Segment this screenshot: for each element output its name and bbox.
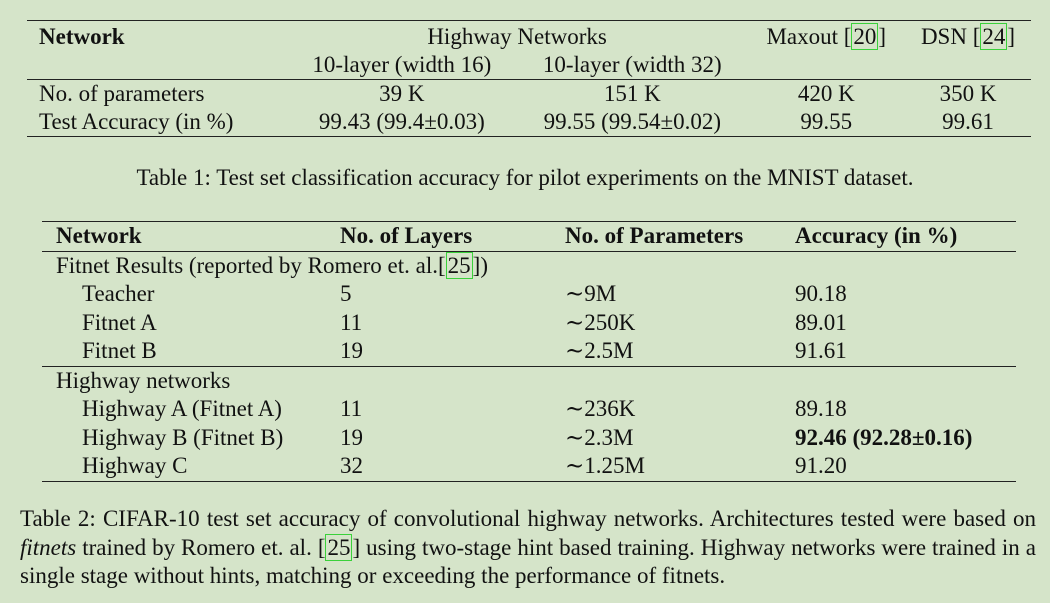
row-accuracy: 90.18: [795, 281, 847, 306]
caption-text-b: trained by Romero et. al.: [76, 534, 318, 560]
cell-value: 39 K: [287, 80, 517, 109]
header-no-of-parameters: No. of Parameters: [551, 222, 781, 252]
row-label: Test Accuracy (in %): [27, 108, 287, 137]
cell-value: 420 K: [748, 80, 905, 109]
cell-value: 350 K: [905, 80, 1031, 109]
header-network: Network: [42, 222, 326, 252]
header-empty: [27, 51, 287, 80]
row-network: Fitnet B: [82, 338, 157, 363]
row-layers: 19: [340, 338, 363, 363]
caption-text-a: Table 2: CIFAR-10 test set accuracy of convolutional highway networks. Architectures tested were based on: [20, 506, 1036, 531]
header-accuracy: Accuracy (in %): [781, 222, 1016, 252]
subheader-10-layer-width-16: 10-layer (width 16): [312, 52, 492, 77]
table-row: [27, 108, 1031, 137]
group-label-fitnet: Fitnet Results (reported by Romero et. al.[25]): [56, 252, 488, 278]
table-2-cifar10: [42, 221, 1016, 482]
group-label-fitnet-close: ): [480, 252, 488, 278]
table-row: [42, 337, 1016, 366]
table-row: [27, 80, 1031, 109]
subheader-empty-maxout: [748, 51, 905, 80]
row-label: No. of parameters: [27, 80, 287, 109]
row-params: ∼2.5M: [565, 338, 634, 363]
row-accuracy: 91.20: [781, 452, 1016, 481]
row-layers: 32: [326, 452, 551, 481]
group-label-highway: Highway networks: [42, 366, 1016, 395]
caption-emphasis-fitnets: fitnets: [20, 534, 77, 560]
citation-link-25[interactable]: 25: [327, 534, 351, 560]
cell-value: 99.61: [905, 108, 1031, 137]
row-network: Fitnet A: [82, 309, 157, 335]
table-row: [42, 309, 1016, 338]
cell-value: 99.55: [748, 108, 905, 137]
subheader-empty-dsn: [905, 51, 1031, 80]
row-accuracy: 89.01: [795, 309, 847, 335]
header-network: Network: [27, 21, 287, 52]
cell-value: 99.43 (99.4±0.03): [287, 108, 517, 137]
row-layers: 11: [340, 396, 363, 421]
row-accuracy: 89.18: [795, 396, 847, 421]
citation-link-24[interactable]: 24: [982, 24, 1006, 49]
row-network: Teacher: [82, 281, 155, 306]
row-params: ∼250K: [565, 309, 636, 335]
table-1-mnist: [27, 20, 1031, 137]
row-layers: 5: [340, 281, 352, 306]
header-maxout-label: Maxout: [766, 24, 844, 49]
table-row: [42, 280, 1016, 309]
header-maxout: Maxout [20]: [748, 21, 905, 52]
row-layers: 19: [340, 424, 363, 450]
table-1-caption: Table 1: Test set classification accuracy for pilot experiments on the MNIST dataset.: [136, 165, 914, 190]
table-row: [42, 424, 1016, 453]
row-accuracy: 91.61: [795, 338, 847, 363]
row-params: ∼1.25M: [551, 452, 781, 481]
header-highway-networks: Highway Networks: [287, 21, 748, 52]
cell-value: 99.55 (99.54±0.02): [517, 108, 747, 137]
row-accuracy-best: 92.46 (92.28±0.16): [795, 424, 973, 450]
row-params: ∼2.3M: [565, 424, 634, 450]
table-2-caption: Table 2: CIFAR-10 test set accuracy of convolutional highway networks. Architectures tested were based on fitnets trained by Romero et. al. [25] using two-stage hint based training. Highway networks were trained in a single stage without hints, matching or exceeding the performance of fitnets.: [20, 506, 1036, 588]
header-dsn: DSN [24]: [905, 21, 1031, 52]
row-params: ∼236K: [565, 396, 636, 421]
row-network: Highway B (Fitnet B): [82, 424, 284, 450]
row-network: Highway A (Fitnet A): [82, 396, 282, 421]
citation-link-25[interactable]: 25: [447, 252, 471, 278]
group-header-highway: [42, 366, 1016, 395]
table-row: [42, 395, 1016, 424]
header-no-of-layers: No. of Layers: [326, 222, 551, 252]
table-row: [42, 452, 1016, 481]
header-dsn-label: DSN: [920, 24, 973, 49]
subheader-10-layer-width-32: 10-layer (width 32): [542, 52, 722, 77]
row-layers: 11: [340, 309, 363, 335]
row-network: Highway C: [42, 452, 326, 481]
cell-value: 151 K: [517, 80, 747, 109]
group-header-fitnet: [42, 251, 1016, 280]
caption-text-c: using two-stage hint based training. Highway networks were trained in a single stage without hints, matching or exceeding the performance of fitnets.: [20, 534, 1036, 588]
row-params: ∼9M: [565, 281, 617, 306]
group-label-fitnet-text: Fitnet Results (reported by Romero et. al.: [56, 252, 438, 278]
citation-link-20[interactable]: 20: [853, 24, 877, 49]
